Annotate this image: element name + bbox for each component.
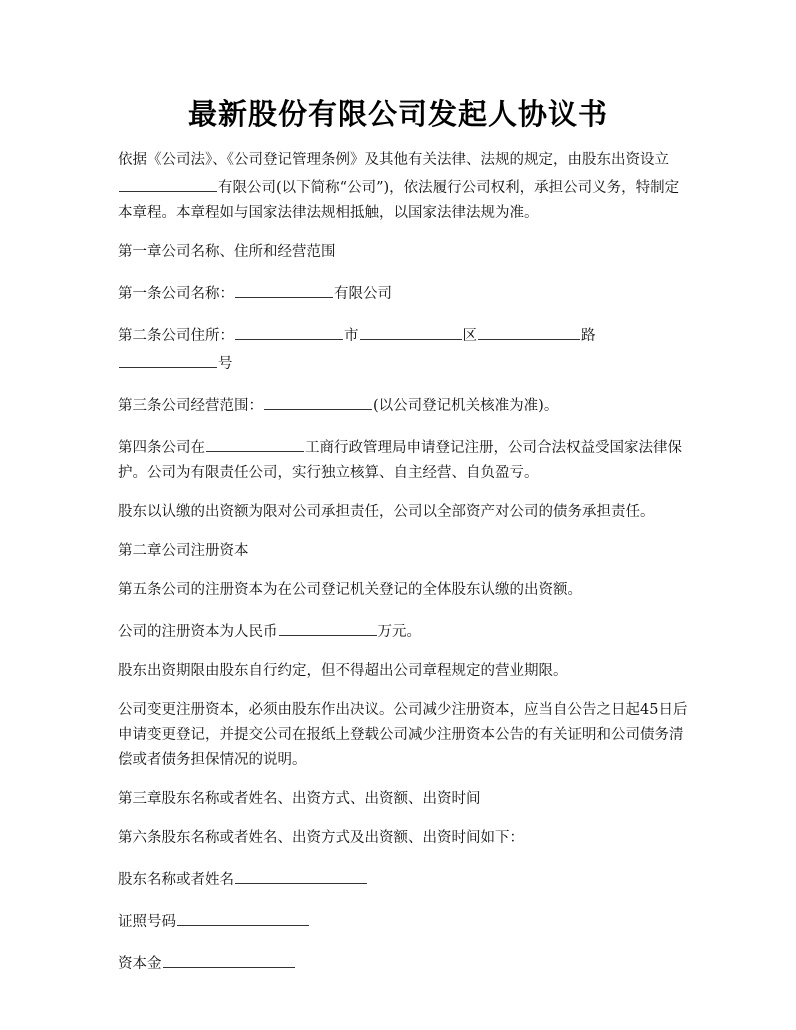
registered-capital-label: 公司的注册资本为人民币 xyxy=(118,624,278,640)
document-body xyxy=(118,148,688,991)
article-4 xyxy=(118,433,688,486)
shareholder-name-blank xyxy=(235,865,367,884)
article-1 xyxy=(118,279,688,307)
district-label: 区 xyxy=(462,328,477,344)
article-1-suffix: 有限公司 xyxy=(334,286,392,302)
preamble-text-a: 依据《公司法》、《公司登记管理条例》及其他有关法律、法规的规定，由股东出资设立 xyxy=(118,152,669,168)
article-4-label: 第四条公司在 xyxy=(118,440,205,456)
business-scope-blank xyxy=(264,391,372,410)
article-2-label: 第二条公司住所： xyxy=(118,328,234,344)
article-6: 第六条股东名称或者姓名、出资方式及出资额、出资时间如下： xyxy=(118,830,524,846)
capital-field xyxy=(118,949,688,977)
article-1-blank xyxy=(235,279,333,298)
liability-paragraph: 股东以认缴的出资额为限对公司承担责任，公司以全部资产对公司的债务承担责任。 xyxy=(118,504,655,520)
chapter-3-heading: 第三章股东名称或者姓名、出资方式、出资额、出资时间 xyxy=(118,791,481,807)
city-label: 市 xyxy=(344,328,359,344)
license-number-blank xyxy=(177,907,309,926)
number-blank xyxy=(119,349,217,368)
road-label: 路 xyxy=(581,328,596,344)
capital-label: 资本金 xyxy=(118,956,162,972)
article-3-label: 第三条公司经营范围： xyxy=(118,398,263,414)
license-number-label: 证照号码 xyxy=(118,914,176,930)
road-blank xyxy=(478,321,580,340)
district-blank xyxy=(360,321,462,340)
chapter-2-heading: 第二章公司注册资本 xyxy=(118,543,249,559)
city-blank xyxy=(235,321,343,340)
article-4-text: 工商行政管理局申请登记注册，公司合法权益受国家法律保护。公司为有限责任公司，实行独立核算、自主经营、自负盈亏。 xyxy=(118,440,682,481)
document-title: 最新股份有限公司发起人协议书 xyxy=(187,97,608,131)
license-number-field xyxy=(118,907,688,935)
contribution-term-paragraph: 股东出资期限由股东自行约定，但不得超出公司章程规定的营业期限。 xyxy=(118,663,568,679)
number-label: 号 xyxy=(218,356,233,372)
registered-capital-blank xyxy=(279,617,377,636)
capital-blank xyxy=(163,949,295,968)
article-1-label: 第一条公司名称： xyxy=(118,286,234,302)
article-2 xyxy=(118,321,688,377)
preamble-text-b: 有限公司(以下简称“公司”)，依法履行公司权利，承担公司义务，特制定本章程。本章程如与国家法律法规相抵触，以国家法律法规为准。 xyxy=(118,180,680,221)
shareholder-name-label: 股东名称或者姓名 xyxy=(118,872,234,888)
shareholder-name-field xyxy=(118,865,688,893)
registered-capital-paragraph xyxy=(118,617,688,645)
company-name-blank xyxy=(119,173,217,192)
capital-change-paragraph: 公司变更注册资本，必须由股东作出决议。公司减少注册资本，应当自公告之日起45日后申请变更登记，并提交公司在报纸上登载公司减少注册资本公告的有关证明和公司债务清偿或者债务担保情况的说明。 xyxy=(118,702,688,768)
registered-capital-unit: 万元。 xyxy=(377,624,421,640)
article-3-suffix: (以公司登记机关核准为准)。 xyxy=(373,398,559,414)
article-3 xyxy=(118,391,688,419)
article-5: 第五条公司的注册资本为在公司登记机关登记的全体股东认缴的出资额。 xyxy=(118,582,582,598)
preamble-paragraph xyxy=(118,148,688,226)
registration-office-blank xyxy=(206,433,304,452)
chapter-1-heading: 第一章公司名称、住所和经营范围 xyxy=(118,244,336,260)
